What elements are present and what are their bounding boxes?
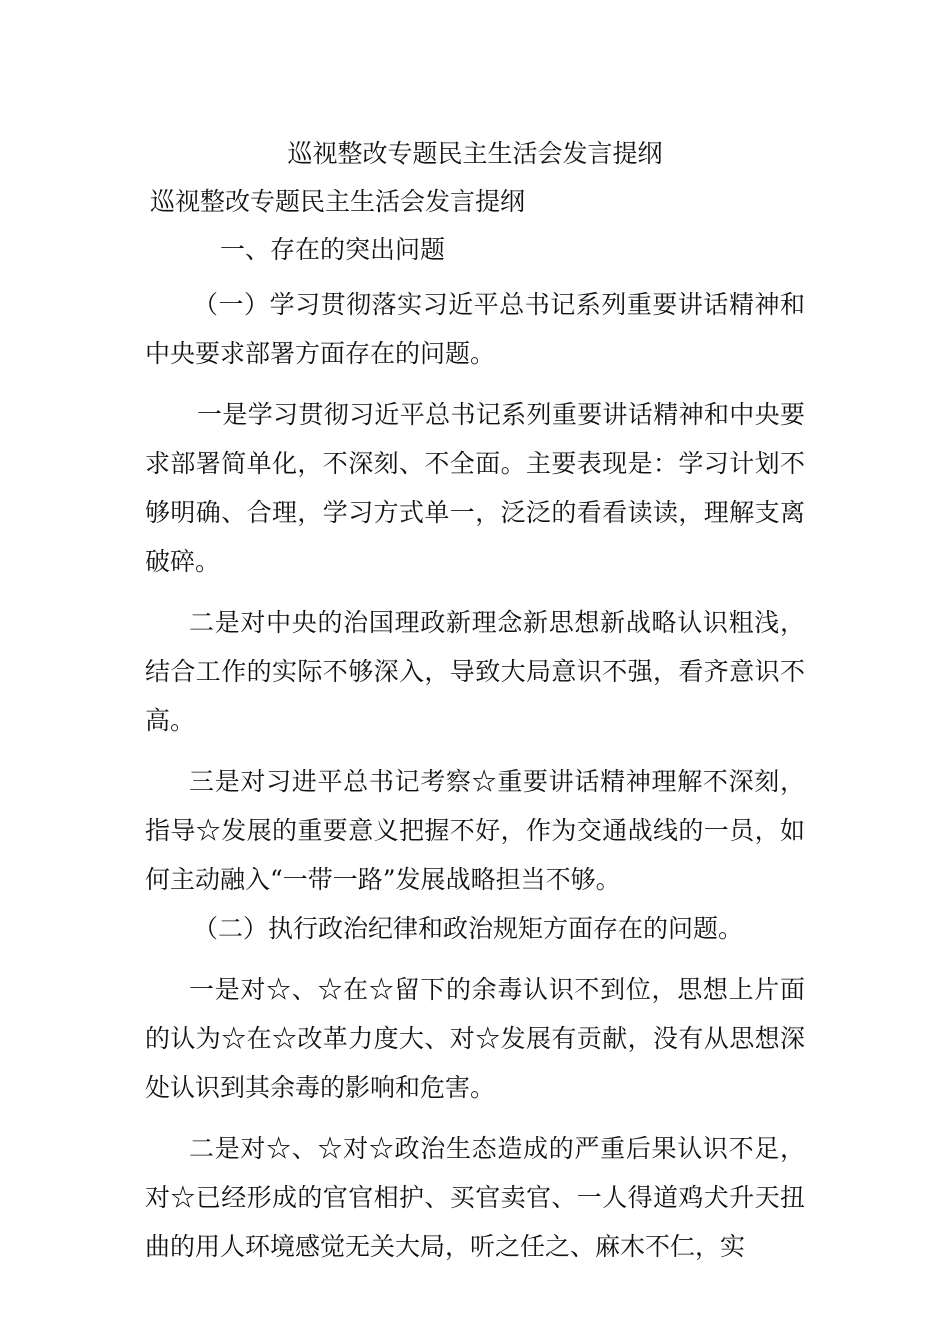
paragraph-point-4: 一是对☆、☆在☆留下的余毒认识不到位，思想上片面的认为☆在☆改革力度大、对☆发展有贡献，没有从思想深处认识到其余毒的影响和危害。 <box>145 975 805 1102</box>
document-subtitle: 巡视整改专题民主生活会发言提纲 <box>150 187 526 216</box>
paragraph-point-2: 二是对中央的治国理政新理念新思想新战略认识粗浅，结合工作的实际不够深入，导致大局意识不强，看齐意识不高。 <box>145 608 805 735</box>
paragraph-subsection-2: （二）执行政治纪律和政治规矩方面存在的问题。 <box>193 914 744 943</box>
section-heading: 一、存在的突出问题 <box>220 235 446 264</box>
paragraph-point-5: 二是对☆、☆对☆政治生态造成的严重后果认识不足，对☆已经形成的官官相护、买官卖官、一人得道鸡犬升天扭曲的用人环境感觉无关大局，听之任之、麻木不仁，实 <box>145 1134 805 1261</box>
paragraph-subsection-1: （一）学习贯彻落实习近平总书记系列重要讲话精神和中央要求部署方面存在的问题。 <box>145 290 805 368</box>
document-body <box>145 280 805 1271</box>
paragraph-point-3: 三是对习进平总书记考察☆重要讲话精神理解不深刻，指导☆发展的重要意义把握不好，作为交通战线的一员，如何主动融入“一带一路”发展战略担当不够。 <box>145 767 805 894</box>
paragraph-point-1: 一是学习贯彻习近平总书记系列重要讲话精神和中央要求部署简单化，不深刻、不全面。主要表现是：学习计划不够明确、合理，学习方式单一，泛泛的看看读读，理解支离破碎。 <box>145 400 805 576</box>
document-title: 巡视整改专题民主生活会发言提纲 <box>287 139 663 168</box>
